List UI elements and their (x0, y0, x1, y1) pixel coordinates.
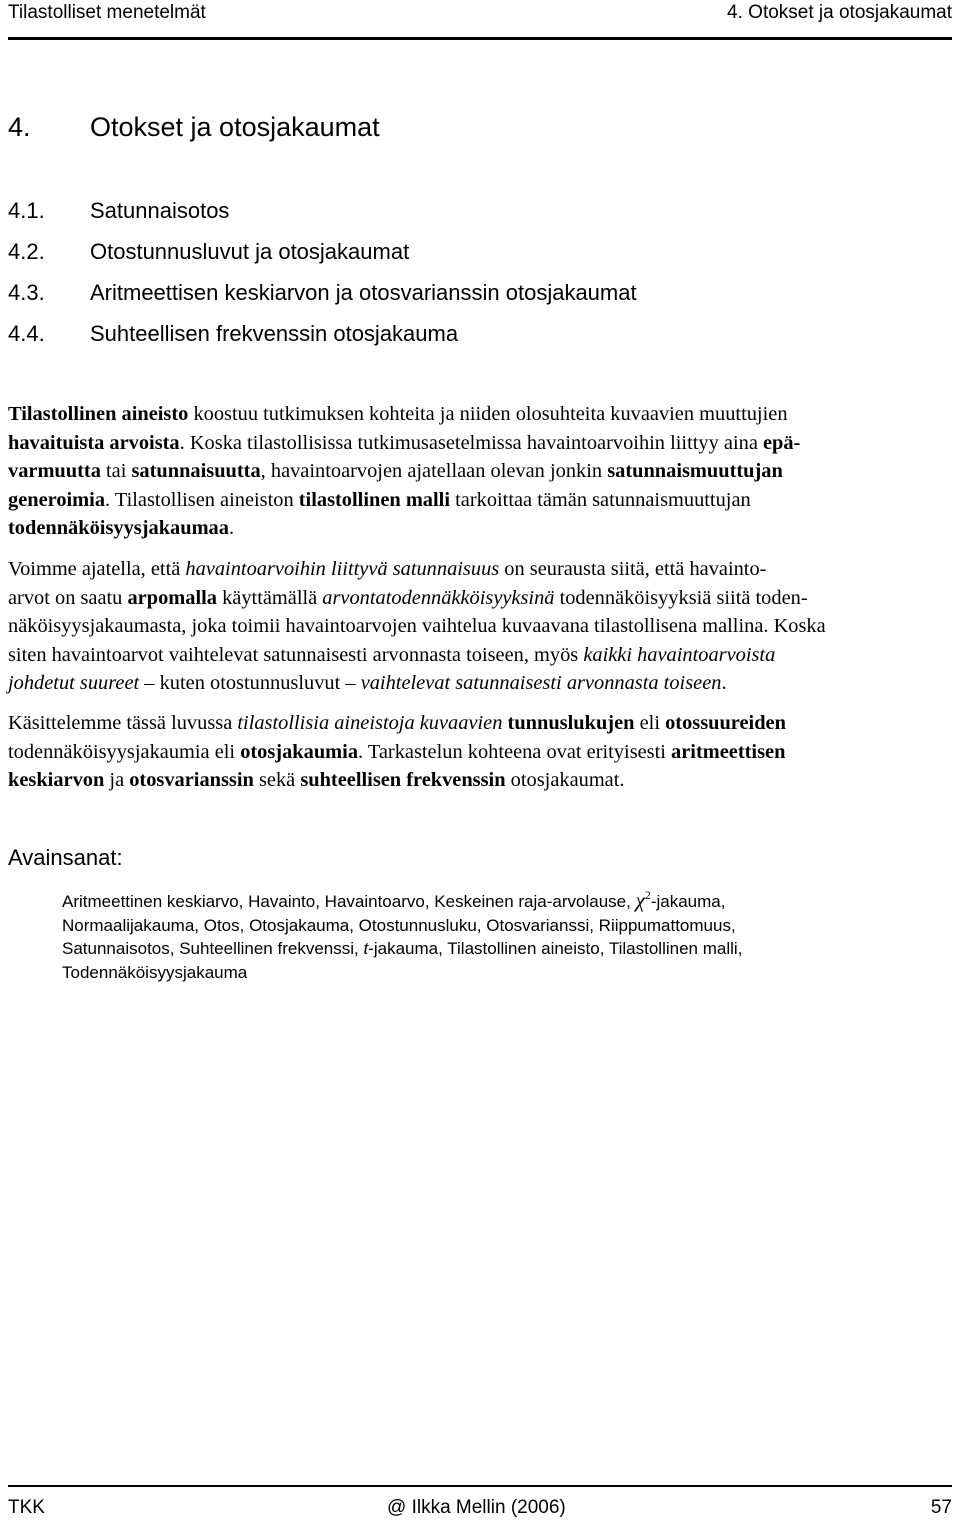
bold-term: tilastollinen malli (298, 488, 451, 511)
paragraph-line (8, 709, 952, 738)
bold-term: tunnuslukujen (507, 712, 635, 734)
text-run: todennäköisyysjakaumia eli (8, 740, 241, 763)
paragraph-line (8, 612, 952, 641)
chapter-title (8, 112, 380, 143)
toc-item (8, 280, 637, 321)
text-run: koostuu tutkimuksen kohteita ja niiden olosuhteita kuvaavien muuttujien (188, 403, 788, 425)
paragraph-line (8, 514, 952, 543)
text-run: siten havaintoarvot vaihtelevat satunnaisesti arvonnasta toiseen, myös (8, 643, 584, 666)
bold-term: havaituista arvoista (8, 431, 180, 454)
italic-phrase: johdetut suureet (8, 672, 140, 694)
toc-item (8, 198, 637, 239)
running-head-right: 4. Otokset ja otosjakaumat (727, 2, 952, 23)
paragraph-line (8, 400, 952, 429)
header-rule (8, 37, 952, 40)
bold-term: suhteellisen frekvenssin (300, 769, 506, 791)
toc-item-title: Satunnaisotos (90, 198, 230, 223)
text-run: ja (104, 769, 130, 791)
keywords-line (62, 884, 742, 914)
italic-phrase: vaihtelevat satunnaisesti arvonnasta toiseen (360, 672, 722, 694)
t-symbol: t (363, 939, 369, 958)
text-run: sekä (253, 769, 301, 791)
italic-phrase: havaintoarvoihin liittyvä satunnaisuus (185, 558, 500, 580)
toc-item (8, 239, 637, 280)
chapter-number: 4. (8, 112, 31, 142)
keywords-text: Aritmeettinen keskiarvo, Havainto, Havaintoarvo, Keskeinen raja-arvolause, (62, 892, 636, 911)
paragraph-line (8, 486, 952, 515)
footer-rule (8, 1485, 952, 1487)
toc-item-number: 4.3. (8, 280, 45, 305)
paragraph-line (8, 669, 952, 698)
keywords-text: -jakauma, (650, 892, 726, 911)
text-run: . Koska tilastollisissa tutkimusasetelmissa havaintoarvoihin liittyy aina (179, 431, 763, 454)
keywords-line: Todennäköisyysjakauma (62, 962, 248, 982)
bold-term: satunnaismuuttujan (607, 460, 783, 482)
text-run: tai (100, 460, 132, 482)
table-of-contents (8, 198, 637, 362)
text-run: arvot on saatu (8, 586, 128, 609)
toc-item-title: Otostunnusluvut ja otosjakaumat (90, 239, 410, 264)
bold-term: arpomalla (127, 586, 217, 609)
italic-phrase: kaikki havaintoarvoista (583, 643, 776, 666)
toc-item-title: Aritmeettisen keskiarvon ja otosvarianssin otosjakaumat (90, 280, 637, 305)
text-run: . Tilastollisen aineiston (105, 488, 299, 511)
text-run: näköisyysjakaumasta, joka toimii havaintoarvojen vaihtelua kuvaavana tilastollisena mallina. Koska (8, 615, 826, 637)
bold-term: otossuureiden (665, 712, 786, 734)
paragraph-line (8, 555, 952, 584)
bold-term: satunnaisuutta (131, 460, 261, 482)
keywords-line (62, 937, 742, 961)
text-run: . Tarkastelun kohteena ovat erityisesti (358, 740, 672, 763)
footer-institution: TKK (8, 1497, 45, 1518)
bold-term: varmuutta (8, 460, 101, 482)
bold-term: keskiarvon (8, 769, 105, 791)
text-run: on seurausta siitä, että havainto- (499, 558, 767, 580)
paragraph-line (8, 738, 952, 767)
bold-term: generoimia (8, 488, 106, 511)
text-run: todennäköisyyksiä siitä toden- (554, 586, 808, 609)
toc-item-title: Suhteellisen frekvenssin otosjakauma (90, 321, 459, 346)
intro-paragraph (8, 400, 952, 543)
bold-term: otosjakaumia (240, 740, 359, 763)
bold-term: aritmeettisen (671, 740, 786, 763)
chapter-scope-paragraph (8, 709, 952, 795)
paragraph-line (8, 641, 952, 670)
text-run: . (721, 672, 727, 694)
chi-square-symbol: $\chi^2$ (635, 888, 651, 912)
text-run: eli (634, 712, 666, 734)
text-run: käyttämällä (216, 586, 323, 609)
toc-item-number: 4.2. (8, 239, 45, 264)
paragraph-line (8, 584, 952, 613)
page-footer (8, 1497, 952, 1523)
keywords-heading: Avainsanat: (8, 845, 123, 870)
footer-author: @ Ilkka Mellin (2006) (387, 1497, 566, 1518)
keywords-text: Satunnaisotos, Suhteellinen frekvenssi, (62, 939, 364, 958)
paragraph-line (8, 457, 952, 486)
text-run: tarkoittaa tämän satunnaismuuttujan (450, 488, 751, 511)
italic-phrase: tilastollisia aineistoja kuvaavien (237, 712, 503, 734)
bold-term: epä- (762, 431, 801, 454)
page-header (8, 0, 952, 38)
paragraph-line (8, 766, 952, 795)
keywords-line: Normaalijakauma, Otos, Otosjakauma, Otostunnusluku, Otosvarianssi, Riippumattomuus, (62, 915, 736, 935)
keywords-text: -jakauma, Tilastollinen aineisto, Tilastollinen malli, (368, 939, 743, 958)
randomness-paragraph (8, 555, 952, 698)
toc-item (8, 321, 637, 362)
toc-item-number: 4.4. (8, 321, 45, 346)
bold-term: otosvarianssin (129, 769, 254, 791)
text-run: Käsittelemme tässä luvussa (8, 712, 238, 734)
bold-term: Tilastollinen aineisto (8, 403, 189, 425)
text-run: otosjakaumat. (505, 769, 625, 791)
chapter-title-text: Otokset ja otosjakaumat (90, 112, 380, 142)
page-number: 57 (930, 1497, 952, 1518)
toc-item-number: 4.1. (8, 198, 45, 223)
bold-term: todennäköisyysjakaumaa (8, 517, 229, 539)
paragraph-line (8, 429, 952, 458)
running-head-left: Tilastolliset menetelmät (8, 2, 206, 23)
text-run: – kuten otostunnusluvut – (139, 672, 361, 694)
text-run: , havaintoarvojen ajatellaan olevan jonkin (260, 460, 608, 482)
text-run: Voimme ajatella, että (8, 558, 186, 580)
italic-phrase: arvontatodennäkköisyyksinä (322, 586, 555, 609)
keywords-list (62, 884, 742, 984)
text-run: . (228, 517, 235, 539)
